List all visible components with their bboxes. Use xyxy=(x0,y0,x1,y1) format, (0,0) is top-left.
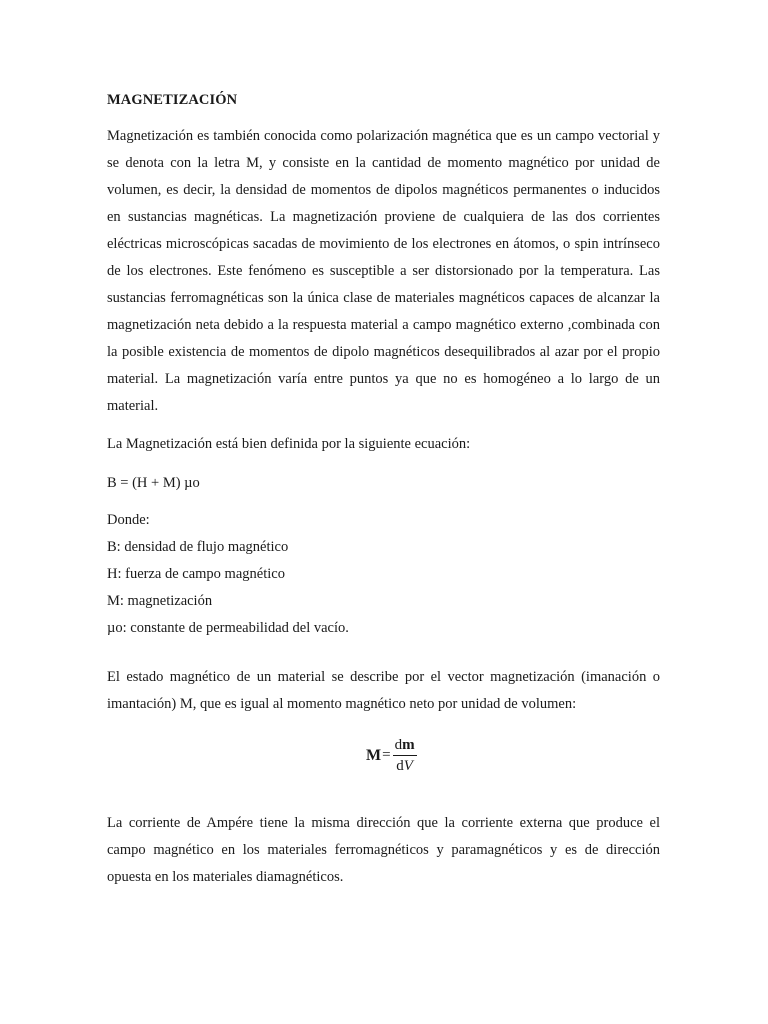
document-page xyxy=(107,90,660,891)
spacer xyxy=(107,802,660,810)
definitions-list xyxy=(107,507,660,642)
spacer xyxy=(107,458,660,470)
definition-item: M: magnetización xyxy=(107,593,213,609)
document-title: MAGNETIZACIÓN xyxy=(107,92,238,108)
fraction-bar xyxy=(393,755,417,756)
spacer xyxy=(107,420,660,431)
definition-item: H: fuerza de campo magnético xyxy=(107,566,285,582)
denominator-variable: V xyxy=(403,758,413,774)
numerator-variable: m xyxy=(402,737,415,753)
magnetization-formula xyxy=(366,736,417,775)
where-label: Donde: xyxy=(107,512,150,528)
definition-item: µo: constante de permeabilidad del vacío. xyxy=(107,620,349,636)
intro-paragraph: Magnetización es también conocida como polarización magnética que es un campo vectorial y se denota con la letra M, y consiste en la cantidad de momento magnético por unidad de volumen, es decir, la densidad de momentos de dipolos magnéticos permanentes o inducidos en sustancias magnéticas. La magnetización proviene de cualquiera de las dos corrientes eléctricas microscópicas sacadas de movimiento de los electrones en átomos, o spin intrínseco de los electrones. Este fenómeno es susceptible a ser distorsionado por la temperatura. Las sustancias ferromagnéticas son la única clase de materiales magnéticos capaces de alcanzar la magnetización neta debido a la respuesta material a campo magnético externo ,combinada con la posible existencia de momentos de dipolo magnéticos desequilibrados al azar por el propio material. La magnetización varía entre puntos ya que no es homogéneo a lo largo de un material. xyxy=(107,128,660,414)
definition-item: B: densidad de flujo magnético xyxy=(107,539,289,555)
formula-numerator xyxy=(393,736,417,754)
formula-denominator xyxy=(394,757,415,775)
spacer xyxy=(107,497,660,507)
formula-block xyxy=(107,718,660,802)
vector-paragraph: El estado magnético de un material se describe por el vector magnetización (imanación o imantación) M, que es igual al momento magnético neto por unidad de volumen: xyxy=(107,669,660,712)
equation-intro: La Magnetización está bien definida por la siguiente ecuación: xyxy=(107,436,471,452)
formula-fraction xyxy=(393,736,417,775)
numerator-prefix: d xyxy=(394,737,403,753)
formula-lhs: M xyxy=(366,746,382,764)
denominator-prefix: d xyxy=(396,758,404,774)
ampere-paragraph: La corriente de Ampére tiene la misma dirección que la corriente externa que produce el campo magnético en los materiales ferromagnéticos y paramagnéticos y es de dirección opuesta en los materiales diamagnéticos. xyxy=(107,815,660,885)
equation-text: B = (H + M) µo xyxy=(107,475,200,491)
spacer xyxy=(107,642,660,664)
formula-equals: = xyxy=(382,747,391,763)
